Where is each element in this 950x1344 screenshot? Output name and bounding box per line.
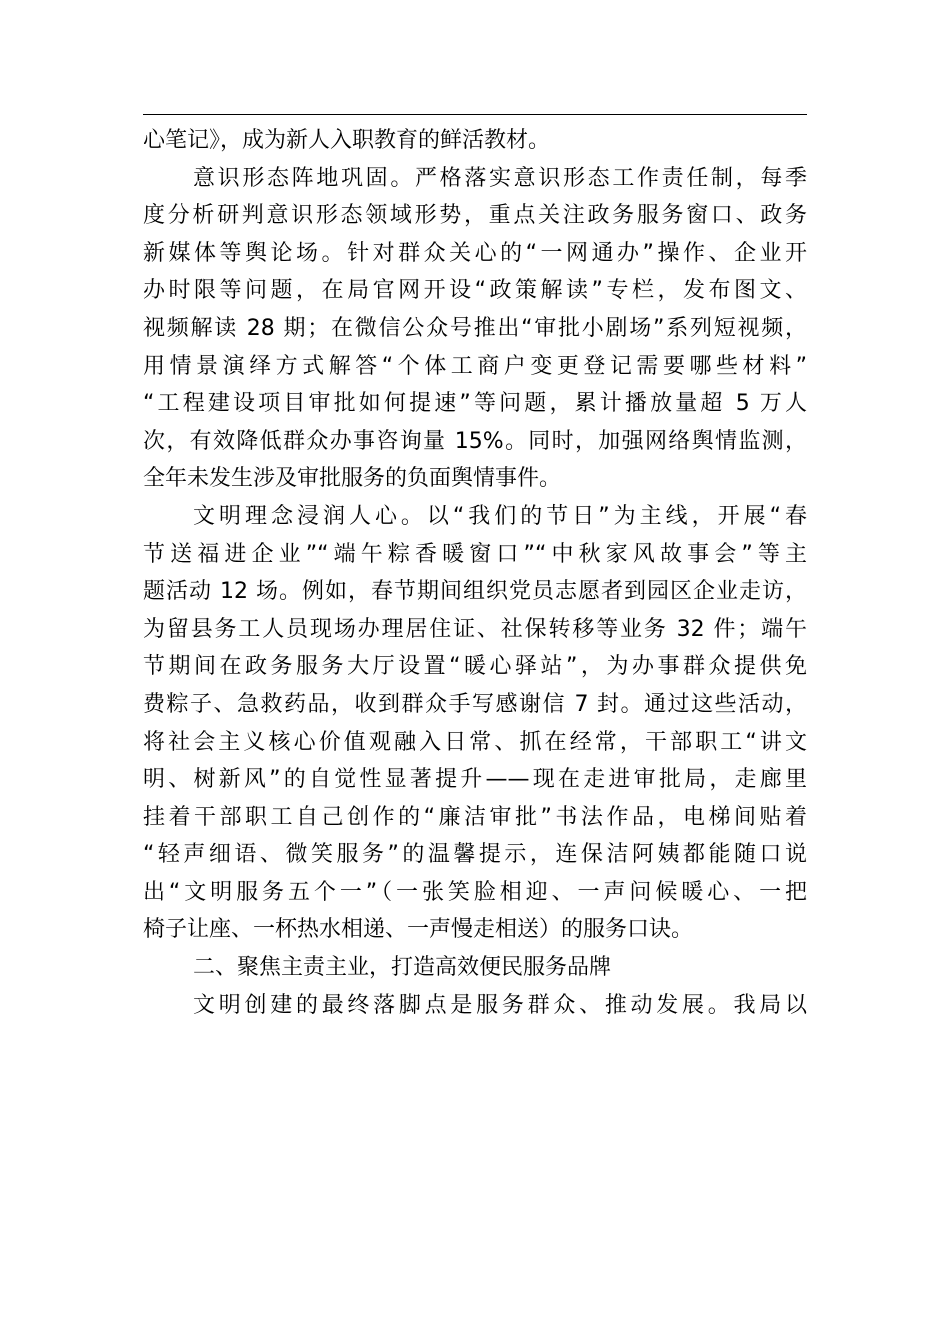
text-line: 用情景演绎方式解答“个体工商户变更登记需要哪些材料” [143, 353, 807, 379]
text-line: 为留县务工人员现场办理居住证、社保转移等业务 32 件；端午 [143, 616, 807, 642]
text-line: 节期间在政务服务大厅设置“暖心驿站”，为办事群众提供免 [143, 654, 807, 680]
section-heading: 二、聚焦主责主业，打造高效便民服务品牌 [193, 955, 612, 981]
text-line: 度分析研判意识形态领域形势，重点关注政务服务窗口、政务 [143, 203, 807, 229]
text-line: 文明创建的最终落脚点是服务群众、推动发展。我局以 [193, 992, 807, 1018]
text-line: 出“文明服务五个一”（一张笑脸相迎、一声问候暖心、一把 [143, 879, 807, 905]
text-line: 题活动 12 场。例如，春节期间组织党员志愿者到园区企业走访， [143, 579, 807, 605]
text-line: 挂着干部职工自己创作的“廉洁审批”书法作品，电梯间贴着 [143, 804, 807, 830]
text-line: 椅子让座、一杯热水相递、一声慢走相送）的服务口诀。 [143, 917, 694, 943]
text-line: 节送福进企业”“端午粽香暖窗口”“中秋家风故事会”等主 [143, 541, 807, 567]
text-line: “轻声细语、微笑服务”的温馨提示，连保洁阿姨都能随口说 [143, 842, 807, 868]
text-line: 次，有效降低群众办事咨询量 15%。同时，加强网络舆情监测， [143, 428, 807, 454]
text-line: 文明理念浸润人心。以“我们的节日”为主线，开展“春 [193, 503, 807, 529]
text-line: “工程建设项目审批如何提速”等问题，累计播放量超 5 万人 [143, 391, 807, 417]
text-line: 心笔记》，成为新人入职教育的鲜活教材。 [143, 128, 551, 153]
text-line: 全年未发生涉及审批服务的负面舆情事件。 [143, 466, 562, 492]
text-line: 视频解读 28 期；在微信公众号推出“审批小剧场”系列短视频， [143, 315, 807, 341]
text-line: 办时限等问题，在局官网开设“政策解读”专栏，发布图文、 [143, 278, 807, 304]
text-line: 意识形态阵地巩固。严格落实意识形态工作责任制，每季 [193, 165, 807, 191]
text-line: 费粽子、急救药品，收到群众手写感谢信 7 封。通过这些活动， [143, 691, 807, 717]
text-line: 明、树新风”的自觉性显著提升——现在走进审批局，走廊里 [143, 767, 807, 793]
header-rule-divider [143, 114, 807, 115]
text-line: 将社会主义核心价值观融入日常、抓在经常，干部职工“讲文 [143, 729, 807, 755]
text-line: 新媒体等舆论场。针对群众关心的“一网通办”操作、企业开 [143, 240, 807, 266]
document-body [143, 122, 807, 1024]
